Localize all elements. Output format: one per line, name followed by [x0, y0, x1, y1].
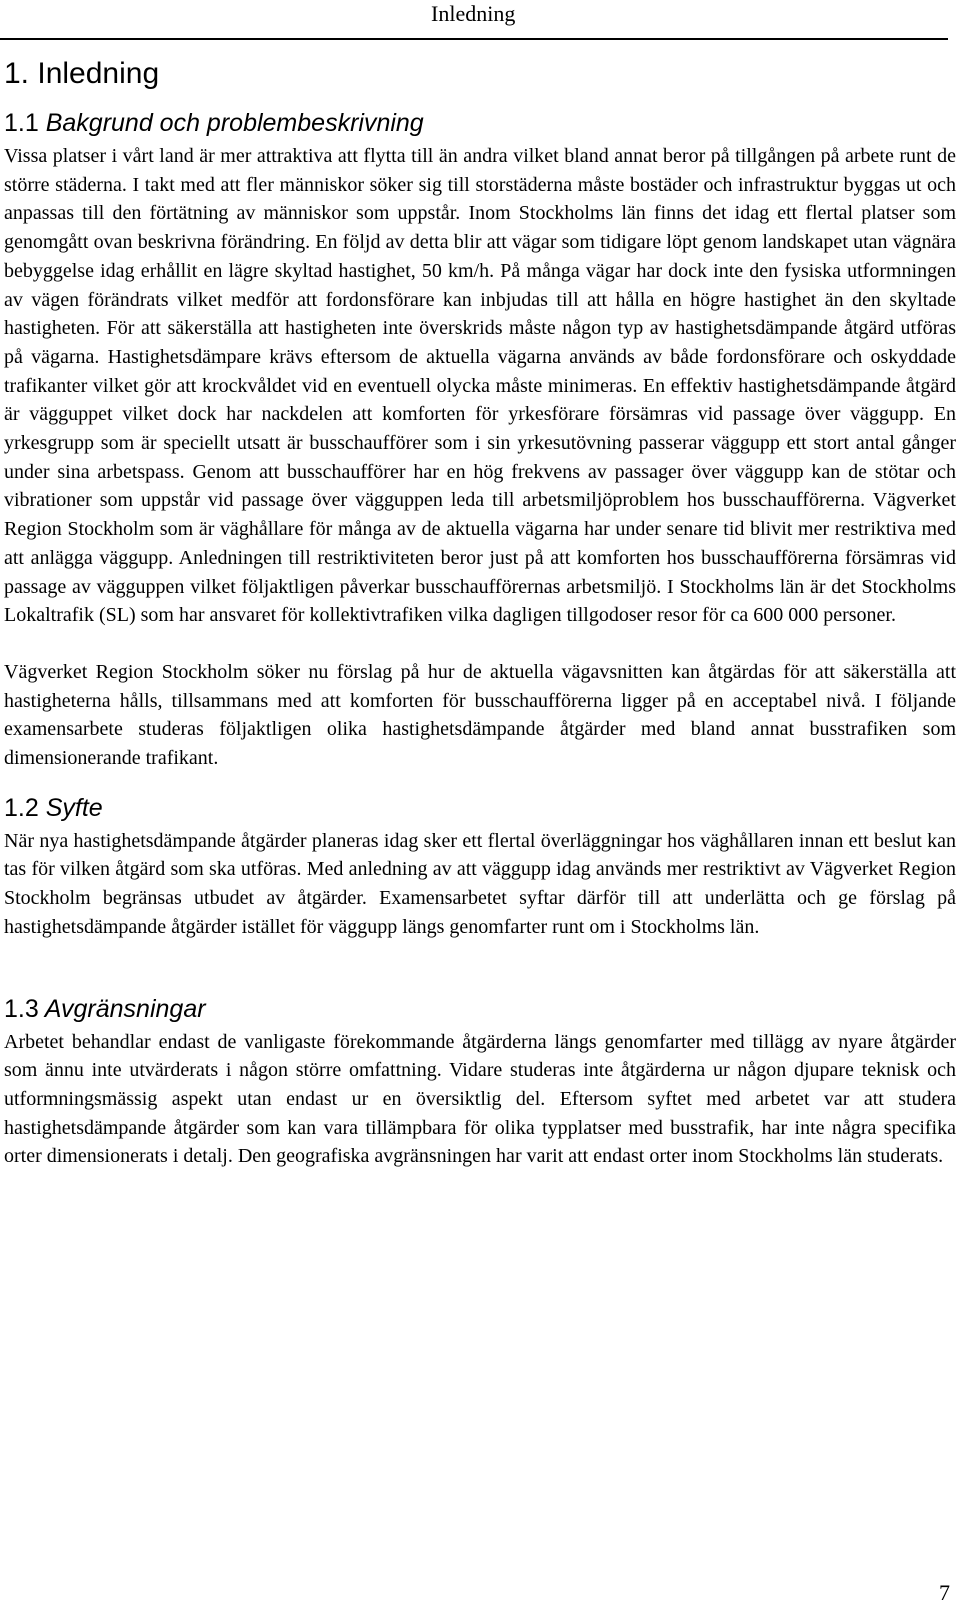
section-heading — [4, 793, 956, 823]
section-title: Avgränsningar — [44, 994, 206, 1023]
paragraph: Arbetet behandlar endast de vanligaste förekommande åtgärderna längs genomfarter med tillägg av nyare åtgärder som ännu inte utvärderats i någon större omfattning. Vidare studeras inte åtgärderna ur någon djupare teknisk och utformningsmässig aspekt utan endast ur en översiktlig del. Eftersom syftet med arbetet var att studera hastighetsdämpande åtgärder som kan vara tillämpbara för olika typplatser med busstrafik, har inte några specifika orter dimensionerats i detalj. Den geografiska avgränsningen har varit att endast orter inom Stockholms län studerats. — [4, 1030, 956, 1168]
paragraph: Vissa platser i vårt land är mer attraktiva att flytta till än andra vilket bland annat beror på tillgången på arbete runt de större städerna. I takt med att fler människor söker sig till storstäderna måste bostäder och infrastruktur byggas ut och anpassas till den förtätning av människor som uppstår. Inom Stockholms län finns det idag ett flertal platser som genomgått ovan beskrivna förändring. En följd av detta blir att vägar som tidigare löpt genom landskapet utan vägnära bebyggelse idag erhållit en lägre skyltad hastighet, 50 km/h. På många vägar har dock inte den fysiska utformningen av vägen förändrats vilket medför att fordonsförare kan inbjudas till att hålla en högre hastighet än den skyltade hastigheten. För att säkerställa att hastigheten inte överskrids måste någon typ av hastighetsdämpande åtgärd utföras på vägarna. Hastighetsdämpare krävs eftersom de aktuella vägarna används av både fordonsförare och oskyddade trafikanter vilket gör att krockvåldet vid en eventuell olycka måste minimeras. En effektiv hastighetsdämpande åtgärd är vägguppet vilket dock har nackdelen att komforten för yrkesförare försämras vid passage över väggupp. En yrkesgrupp som är speciellt utsatt är busschaufförer som i sin yrkesutövning passerar väggupp ett stort antal gånger under sina arbetspass. Genom att busschaufförer har en hög frekvens av passager över väggupp kan de stötar och vibrationer som uppstår vid passage över vägguppen leda till arbetsmiljöproblem hos busschaufförerna. Vägverket Region Stockholm som är väghållare för många av de aktuella vägarna har under senare tid blivit mer restriktiva med att anlägga väggupp. Anledningen till restriktiviteten beror just på att komforten hos busschaufförerna försämras vid passage av vägguppen vilket följaktligen påverkar busschaufförernas arbetsmiljö. I Stockholms län är det Stockholms Lokaltrafik (SL) som har ansvaret för kollektivtrafiken vilka dagligen tillgodoser resor för ca 600 000 personer. — [4, 145, 956, 627]
section-delimitations — [4, 994, 956, 1172]
section-number: 1.1 — [4, 109, 39, 137]
section-heading — [4, 994, 956, 1024]
section-background — [4, 108, 956, 773]
paragraph: När nya hastighetsdämpande åtgärder planeras idag sker ett flertal överläggningar hos väghållaren innan ett beslut kan tas för vilken åtgärd som ska utföras. Med anledning av att väggupp idag används mer restriktivt av Vägverket Region Stockholm begränsas utbudet av åtgärder. Examensarbetet syftar därför till att underlätta och ge förslag på hastighetsdämpande åtgärder istället för väggupp längs genomfarter runt om i Stockholms län. — [4, 829, 956, 938]
section-number: 1.2 — [4, 793, 39, 822]
page-number: 7 — [939, 1580, 950, 1605]
section-heading — [4, 108, 956, 138]
section-number: 1.3 — [4, 994, 39, 1023]
section-title: Syfte — [45, 793, 103, 822]
chapter-title: 1. Inledning — [4, 57, 160, 90]
section-purpose — [4, 793, 956, 942]
document-body — [4, 46, 956, 1171]
section-title: Bakgrund och problembeskrivning — [45, 109, 424, 137]
running-header-title: Inledning — [431, 1, 516, 26]
paragraph: Vägverket Region Stockholm söker nu förslag på hur de aktuella vägavsnitten kan åtgärdas för att säkerställa att hastigheterna hålls, tillsammans med att komforten för busschaufförerna ligger på en acceptabel nivå. I följande examensarbete studeras följaktligen olika hastighetsdämpande åtgärder med bland annat busstrafiken som dimensionerande trafikant. — [4, 660, 956, 770]
running-header — [0, 0, 948, 40]
